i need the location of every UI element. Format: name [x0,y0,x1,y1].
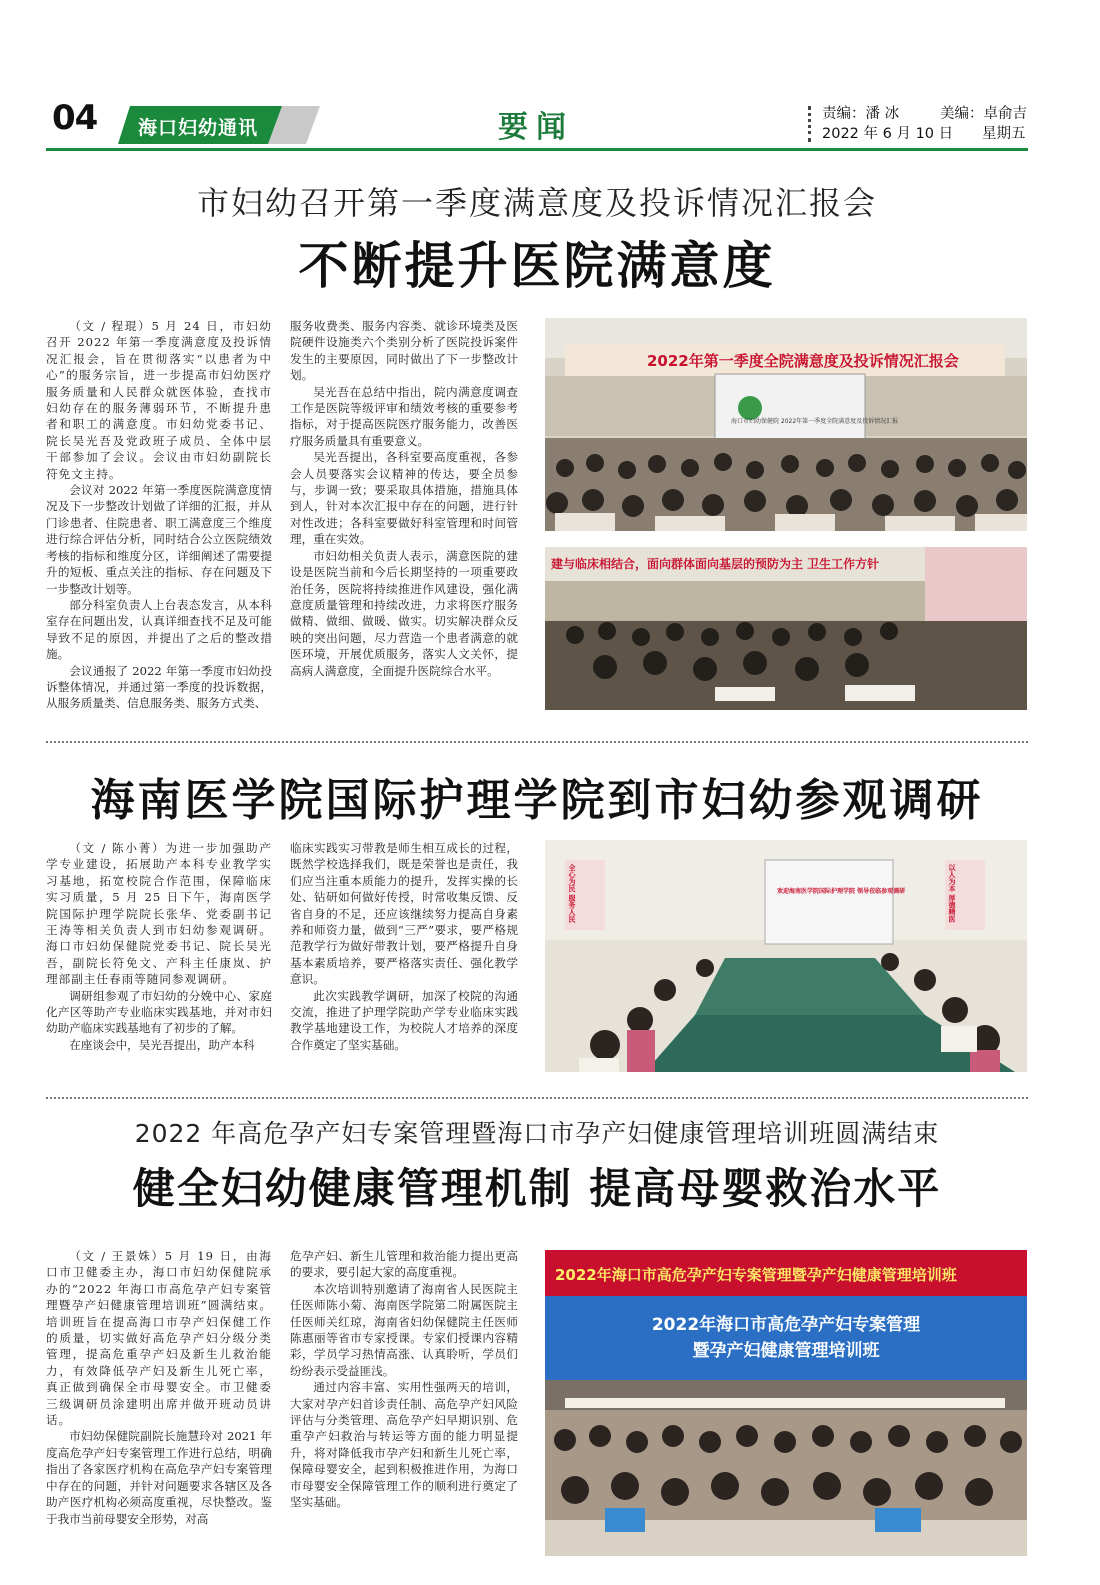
article1-paragraph: 吴光吾提出，各科室要高度重视，各参会人员要落实会议精神的传达，要全员参与，步调一致；要采取具体措施，措施具体到人，针对本次汇报中存在的问题，进行针对性改进；各科室要做好科室管理和时间管理，重在实效。 [290,450,518,547]
article2-paragraph: （文 / 陈小菁）为进一步加强助产学专业建设，拓展助产本科专业教学实习基地，拓宽校院合作范围，保障临床实习质量，5 月 25 日下午，海南医学院国际护理学院院长张华、党委副书记王涛等相关负责人到市妇幼参观调研。海口市妇幼保健院党委书记、院长吴光吾，副院长符免文、产科主任康岚、护理部副主任春雨等随同参观调研。 [46,841,272,987]
credit-divider [808,106,817,142]
section-separator [46,741,1028,743]
article3-paragraph: 危孕产妇、新生儿管理和救治能力提出更高的要求，要引起大家的高度重视。 [290,1249,518,1280]
article3-paragraph: 通过内容丰富、实用性强两天的培训，大家对孕产妇首诊责任制、高危孕产妇风险评估与分类管理、高危孕产妇早期识别、危重孕产妇救治与转运等方面的能力明显提升，将对降低我市孕产妇和新生儿死亡率，保障母婴安全，起到积极推进作用，为海口市母婴安全保障管理工作的顺利进行奠定了坚实基础。 [290,1380,518,1510]
issue-date: 2022 年 6 月 10 日 [822,126,954,142]
paper-name-tab [118,106,318,144]
article1-paragraph: 市妇幼相关负责人表示，满意医院的建设是医院当前和今后长期坚持的一项重要政治任务，医院将持续推进作风建设，强化满意度质量管理和持续改进，力求将医疗服务做精、做细、做暖、做实。切实解决群众反映的突出问题，尽力营造一个患者满意的就医环境，开展优质服务，落实人文关怀，提高病人满意度，全面提升医院综合水平。 [290,548,518,678]
article1-subtitle: 市妇幼召开第一季度满意度及投诉情况汇报会 [196,184,877,222]
article2-paragraph: 此次实践教学调研，加深了校院的沟通交流，推进了护理学院助产学专业临床实践教学基地建设工作，为校院人才培养的深度合作奠定了坚实基础。 [290,988,518,1052]
photo3-banner-left: 全心为民 服务人民 [568,864,576,923]
article3-column-2 [290,1248,518,1554]
credits [822,104,1027,144]
photo3-screen-text: 欢迎海南医学院国际护理学院 领导莅临参观调研 [777,888,906,895]
article3-paragraph: 本次培训特别邀请了海南省人民医院主任医师陈小菊、海南医学院第二附属医院主任医师关红琼，海南省妇幼保健院主任医师陈惠丽等省市专家授课。专家们授课内容精彩，学员学习热情高涨、认真聆听，学员们纷纷表示受益匪浅。 [290,1281,518,1378]
article1-paragraph: 服务收费类、服务内容类、就诊环境类及医院硬件设施类六个类别分析了医院投诉案件发生的主要原因，同时做出了下一步整改计划。 [290,319,518,383]
section-separator [46,1097,1028,1099]
photo3-banner-right: 以人为本 厚德精医 [948,864,956,923]
article3-column-1 [46,1248,272,1554]
photo4-screen-line-2: 暨孕产妇健康管理培训班 [692,1341,880,1361]
photo4-banner-text: 2022年海口市高危孕产妇专案管理暨孕产妇健康管理培训班 [555,1266,957,1284]
header-rule [46,148,1028,151]
article1-column-2 [290,318,518,710]
paper-name: 海口妇幼通讯 [138,117,259,139]
photo4-screen-line-1: 2022年海口市高危孕产妇专案管理 [651,1315,921,1335]
article1-paragraph: 部分科室负责人上台表态发言，从本科室存在问题出发，认真详细查找不足及可能导致不足的原因，并提出了之后的整改措施。 [46,597,272,662]
article3-subtitle: 2022 年高危孕产妇专案管理暨海口市孕产妇健康管理培训班圆满结束 [134,1119,940,1148]
article2-column-1 [46,840,272,1072]
article2-photo-symposium [545,840,1027,1072]
article1-paragraph: 会议通报了 2022 年第一季度市妇幼投诉整体情况，并通过第一季度的投诉数据，从服务质量类、信息服务类、服务方式类、 [46,663,272,710]
article2-paragraph: 调研组参观了市妇幼的分娩中心、家庭化产区等助产专业临床实践基地，并对市妇幼助产临床实践基地有了初步的了解。 [46,988,272,1036]
article1-photo-attendees [545,547,1027,710]
art-editor-label: 美编：卓俞吉 [940,106,1027,122]
article1-paragraph: （文 / 程琨）5 月 24 日，市妇幼召开 2022 年第一季度满意度及投诉情况汇报会，旨在贯彻落实“以患者为中心”的服务宗旨，进一步提高市妇幼医疗服务质量和人民群众就医体验，查找市妇幼存在的服务薄弱环节，不断提升患者和职工的满意度。市妇幼党委书记、院长吴光吾及党政班子成员、全体中层干部参加了会议。会议由市妇幼副院长符免文主持。 [46,319,272,481]
article1-title: 不断提升医院满意度 [298,237,776,295]
section-label: 要闻 [498,110,574,145]
article3-paragraph: 市妇幼保健院副院长施慧玲对 2021 年度高危孕产妇专案管理工作进行总结，明确指出了各家医疗机构在高危孕产妇专案管理中存在的问题，并针对问题要求各辖区及各助产医疗机构必须高度重视，尽快整改。鉴于我市当前母婴安全形势，对高 [46,1429,272,1526]
article2-column-2 [290,840,518,1072]
article1-photo-meeting-hall [545,318,1027,531]
article3-title: 健全妇幼健康管理机制 提高母婴救治水平 [132,1164,942,1213]
editor-label: 责编：潘 冰 [822,106,900,122]
article2-title: 海南医学院国际护理学院到市妇幼参观调研 [90,775,984,826]
photo1-banner-text: 2022年第一季度全院满意度及投诉情况汇报会 [647,352,959,370]
article3-photo-training [545,1250,1027,1556]
photo1-screen-text: 海口市妇幼保健院 2022年第一季度全院满意度及投诉情况汇报 [731,418,899,425]
photo2-slogan-text: 建与临床相结合，面向群体面向基层的预防为主 卫生工作方针 [551,557,880,571]
article3-paragraph: （文 / 王景姝）5 月 19 日，由海口市卫健委主办，海口市妇幼保健院承办的“2022 年海口市高危孕产妇专案管理暨孕产妇健康管理培训班”圆满结束。培训班旨在提高海口市孕产妇保健工作的质量，切实做好高危孕产妇分级分类管理，提高危重孕产妇及新生儿救治能力，有效降低孕产妇及新生儿死亡率，真正做到确保全市母婴安全。市卫健委三级调研员涂建明出席并做开班动员讲话。 [46,1249,272,1428]
article2-paragraph: 在座谈会中，吴光吾提出，助产本科 [69,1037,255,1052]
article1-paragraph: 吴光吾在总结中指出，院内满意度调查工作是医院等级评审和绩效考核的重要参考指标，对于提高医院医疗服务能力，改善医疗服务质量具有重要意义。 [290,384,518,448]
article1-paragraph: 会议对 2022 年第一季度医院满意度情况及下一步整改计划做了详细的汇报，并从门诊患者、住院患者、职工满意度三个维度进行综合评估分析，同时结合公立医院绩效考核的指标和维度分区，详细阐述了需要提升的短板、重点关注的指标、存在问题及下一步整改计划等。 [46,483,272,596]
page-number: 04 [52,98,98,138]
article1-column-1 [46,318,272,710]
article2-paragraph: 临床实践实习带教是师生相互成长的过程，既然学校选择我们，既是荣誉也是责任，我们应当注重本质能力的提升，发挥实操的长处、钻研如何做好传授，时常收集反馈、反省自身的不足，还应该继续努力提高自身素养和师资力量，做到“三严”要求，要严格规范教学行为做好带教计划，要严格提升自身基本素质培养，要严格落实责任、强化教学意识。 [290,841,518,987]
issue-weekday: 星期五 [982,126,1026,142]
